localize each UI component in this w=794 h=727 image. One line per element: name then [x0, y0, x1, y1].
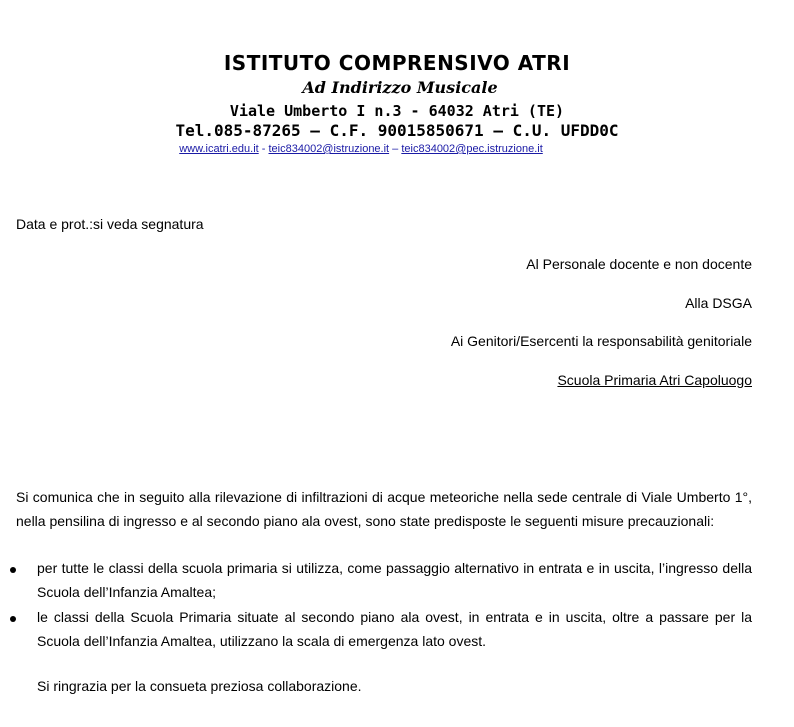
list-item-text: per tutte le classi della scuola primaria si utilizza, come passaggio alternativo in entrata e in uscita, l’ingresso della Scuola dell’Infanzia Amaltea; [37, 560, 752, 600]
date-protocol-line: Data e prot.:si veda segnatura [16, 216, 204, 232]
measures-list [0, 557, 752, 653]
links-separator: – [389, 143, 402, 155]
body-intro: Si comunica che in seguito alla rilevazione di infiltrazioni di acque meteoriche nella sede centrale di Viale Umberto 1°, nella pensilina di ingresso e al secondo piano ala ovest, sono state predisposte le seguenti misure precauzionali: [16, 489, 752, 529]
school-subtitle: Ad Indirizzo Musicale [302, 78, 498, 97]
pec-link[interactable]: teic834002@pec.istruzione.it [401, 143, 543, 155]
school-links [0, 143, 758, 155]
school-contacts: Tel.085-87265 – C.F. 90015850671 – C.U. UFDD0C [175, 121, 619, 140]
bullet-icon [10, 567, 16, 573]
recipient-dsga: Alla DSGA [685, 295, 752, 311]
school-address: Viale Umberto I n.3 - 64032 Atri (TE) [229, 102, 565, 120]
links-separator: - [258, 143, 269, 155]
closing-line: Si ringrazia per la consueta preziosa collaborazione. [37, 678, 362, 694]
school-name: ISTITUTO COMPRENSIVO ATRI [223, 51, 571, 75]
recipient-staff: Al Personale docente e non docente [526, 256, 752, 272]
email-link[interactable]: teic834002@istruzione.it [268, 143, 390, 155]
website-link[interactable]: www.icatri.edu.it [179, 143, 259, 155]
list-item-text: le classi della Scuola Primaria situate al secondo piano ala ovest, in entrata e in uscita, oltre a passare per la Scuola dell’Infanzia Amaltea, utilizzano la scala di emergenza lato ovest. [37, 609, 752, 649]
list-item [0, 606, 752, 653]
recipient-school: Scuola Primaria Atri Capoluogo [557, 372, 752, 388]
list-item [0, 557, 752, 604]
bullet-icon [10, 616, 16, 622]
recipient-parents: Ai Genitori/Esercenti la responsabilità genitoriale [450, 333, 752, 349]
